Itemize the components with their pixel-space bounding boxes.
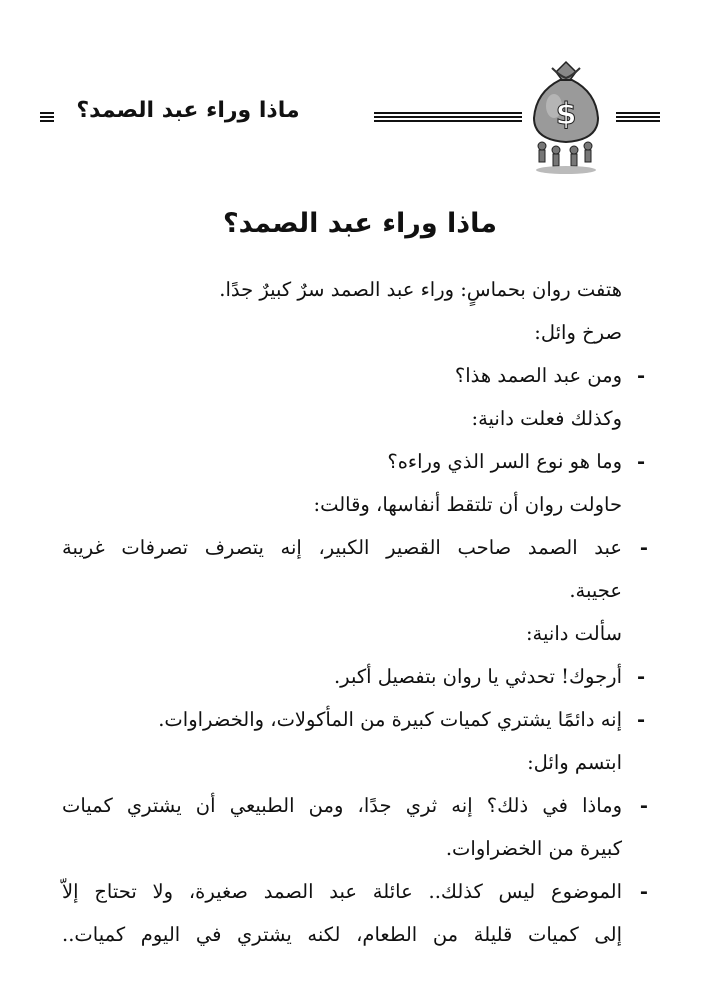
bullet-dash: - [636, 708, 646, 731]
paragraph-line: حاولت روان أن تلتقط أنفاسها، وقالت: [313, 493, 622, 516]
dialogue-text: الموضوع ليس كذلك.. عائلة عبد الصمد صغيرة، ولا تحتاج إلاّ [62, 880, 622, 903]
paragraph-line: وكذلك فعلت دانية: [471, 407, 622, 430]
header-rule-middle [374, 112, 522, 122]
dialogue-text: أرجوك! تحدثي يا روان بتفصيل أكبر. [333, 665, 622, 688]
paragraph-line: هتفت روان بحماسٍ: وراء عبد الصمد سرٌ كبيرٌ جدًا. [219, 278, 622, 301]
paragraph-line: ابتسم وائل: [527, 751, 622, 774]
dialogue-line [62, 784, 648, 827]
page-title: ماذا وراء عبد الصمد؟ [223, 208, 497, 239]
bullet-dash: - [636, 450, 646, 473]
dialogue-line [62, 354, 646, 397]
dialogue-line [62, 440, 646, 483]
bullet-dash: - [636, 665, 646, 688]
dialogue-line [62, 698, 646, 741]
dialogue-text: وماذا في ذلك؟ إنه ثري جدًا، ومن الطبيعي أن يشتري كميات [62, 794, 622, 817]
paragraph-line: سألت دانية: [525, 622, 622, 645]
bullet-dash: - [639, 880, 648, 903]
dialogue-text: إنه دائمًا يشتري كميات كبيرة من المأكولات، والخضراوات. [158, 708, 622, 731]
header-rule-left [40, 112, 54, 122]
svg-text:$: $ [555, 97, 577, 132]
dialogue-line [62, 870, 648, 913]
page-header [40, 58, 660, 178]
header-title: ماذا وراء عبد الصمد؟ [76, 98, 300, 123]
dialogue-text: ومن عبد الصمد هذا؟ [454, 364, 622, 387]
dialogue-line [62, 655, 646, 698]
dialogue-continuation: إلى كميات قليلة من الطعام، لكنه يشتري في اليوم كميات.. [62, 923, 622, 946]
bullet-dash: - [639, 794, 648, 817]
dialogue-continuation: كبيرة من الخضراوات. [445, 837, 622, 860]
dialogue-continuation: عجيبة. [569, 579, 622, 602]
story-text [62, 268, 648, 956]
dialogue-line [62, 526, 648, 569]
bullet-dash: - [636, 364, 646, 387]
dialogue-text: وما هو نوع السر الذي وراءه؟ [387, 450, 622, 473]
dialogue-text: عبد الصمد صاحب القصير الكبير، إنه يتصرف تصرفات غريبة [62, 536, 622, 559]
paragraph-line: صرخ وائل: [534, 321, 622, 344]
bullet-dash: - [639, 536, 648, 559]
money-bag-icon [526, 58, 606, 176]
header-rule-right [616, 112, 660, 122]
